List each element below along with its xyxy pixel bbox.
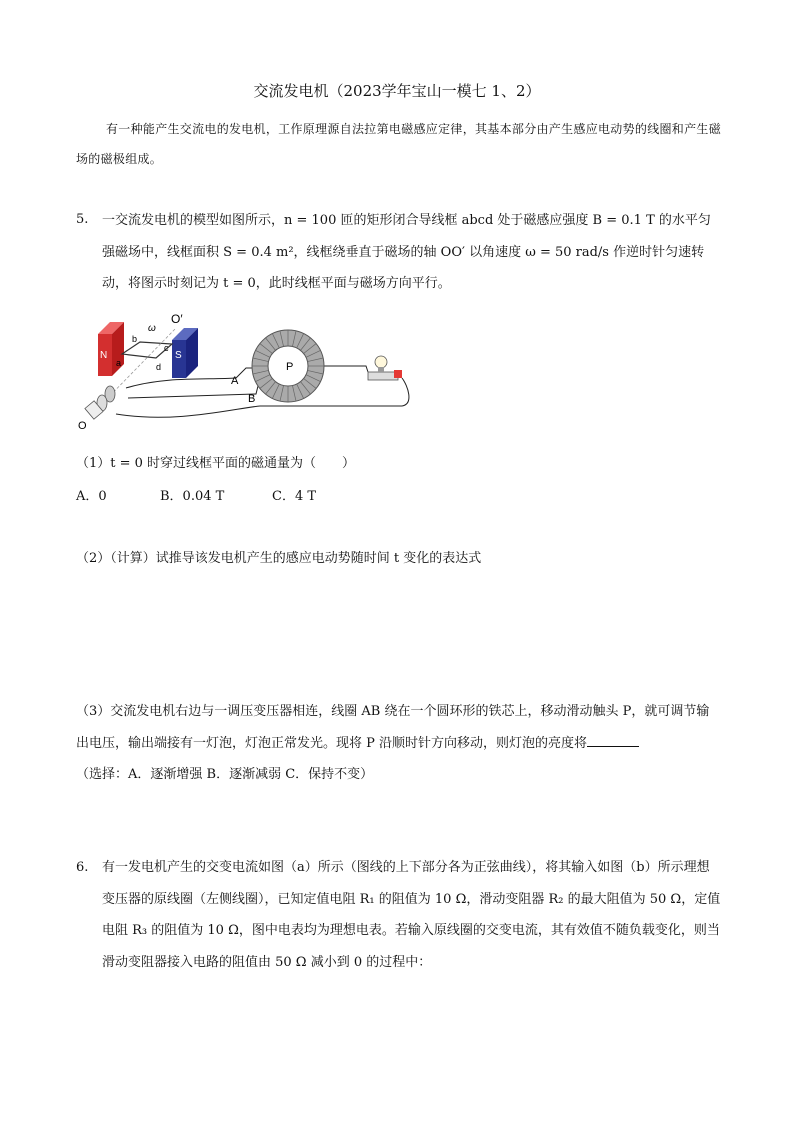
- question-6-text: 有一发电机产生的交变电流如图（a）所示（图线的上下部分各为正弦曲线），将其输入如图（b）所示理想变压器的原线圈（左侧线圈），已知定值电阻 R₁ 的阻值为 10 Ω，滑动变阻器 R₂ 的最大阻值为 50 Ω，定值电阻 R₃ 的阻值为 10 Ω，图中电表均为理想电表。若输入原线圈的交变电流，其有效值不随负载变化，则当滑动变阻器接入电路的阻值由 50 Ω 减小到 0 的过程中：: [102, 860, 721, 970]
- option-b: B．0.04 T: [160, 489, 225, 504]
- label-d: d: [156, 362, 162, 372]
- label-b: b: [132, 334, 138, 344]
- generator-figure: [76, 306, 421, 434]
- option-a: A．0: [76, 489, 107, 504]
- question-5-sub3: [76, 696, 722, 791]
- label-P: P: [286, 361, 294, 373]
- question-5-sub1-options: [76, 485, 476, 504]
- label-n: N: [100, 350, 108, 361]
- label-o-prime: O′: [171, 312, 183, 326]
- question-6-number: 6.: [76, 860, 89, 875]
- question-5-sub2: （2）（计算）试推导该发电机产生的感应电动势随时间 t 变化的表达式: [76, 551, 482, 566]
- question-5-sub3-choices: （选择：A．逐渐增强 B．逐渐减弱 C．保持不变）: [76, 767, 374, 782]
- option-c: C．4 T: [272, 489, 317, 504]
- question-5-text: 一交流发电机的模型如图所示，n = 100 匝的矩形闭合导线框 abcd 处于磁感应强度 B = 0.1 T 的水平匀强磁场中，线框面积 S = 0.4 m²，线框绕垂直于磁场的轴 OO′ 以角速度 ω = 50 rad/s 作逆时针匀速转动，将图示时刻记为 t = 0，此时线框平面与磁场方向平行。: [102, 213, 711, 291]
- label-A: A: [231, 375, 239, 387]
- page-title: 交流发电机（2023学年宝山一模七 1、2）: [253, 82, 541, 100]
- label-s: S: [175, 350, 182, 361]
- answer-blank: [587, 732, 639, 747]
- label-B: B: [248, 393, 256, 405]
- label-O: O: [78, 420, 87, 432]
- intro-paragraph: 有一种能产生交流电的发电机，工作原理源自法拉第电磁感应定律，其基本部分由产生感应电动势的线圈和产生磁场的磁极组成。: [76, 122, 722, 166]
- question-5-sub1-stem: （1）t = 0 时穿过线框平面的磁通量为（ ）: [76, 456, 356, 471]
- question-5-number: 5.: [76, 212, 89, 227]
- label-a: a: [116, 358, 122, 368]
- label-omega: ω: [148, 323, 156, 334]
- lamp: [368, 356, 402, 380]
- label-c: c: [164, 343, 169, 353]
- question-5-sub3-text: （3）交流发电机右边与一调压变压器相连，线圈 AB 绕在一个圆环形的铁芯上，移动滑动触头 P，就可调节输出电压，输出端接有一灯泡，灯泡正常发光。现将 P 沿顺时针方向移动，则灯泡的亮度将: [76, 704, 710, 751]
